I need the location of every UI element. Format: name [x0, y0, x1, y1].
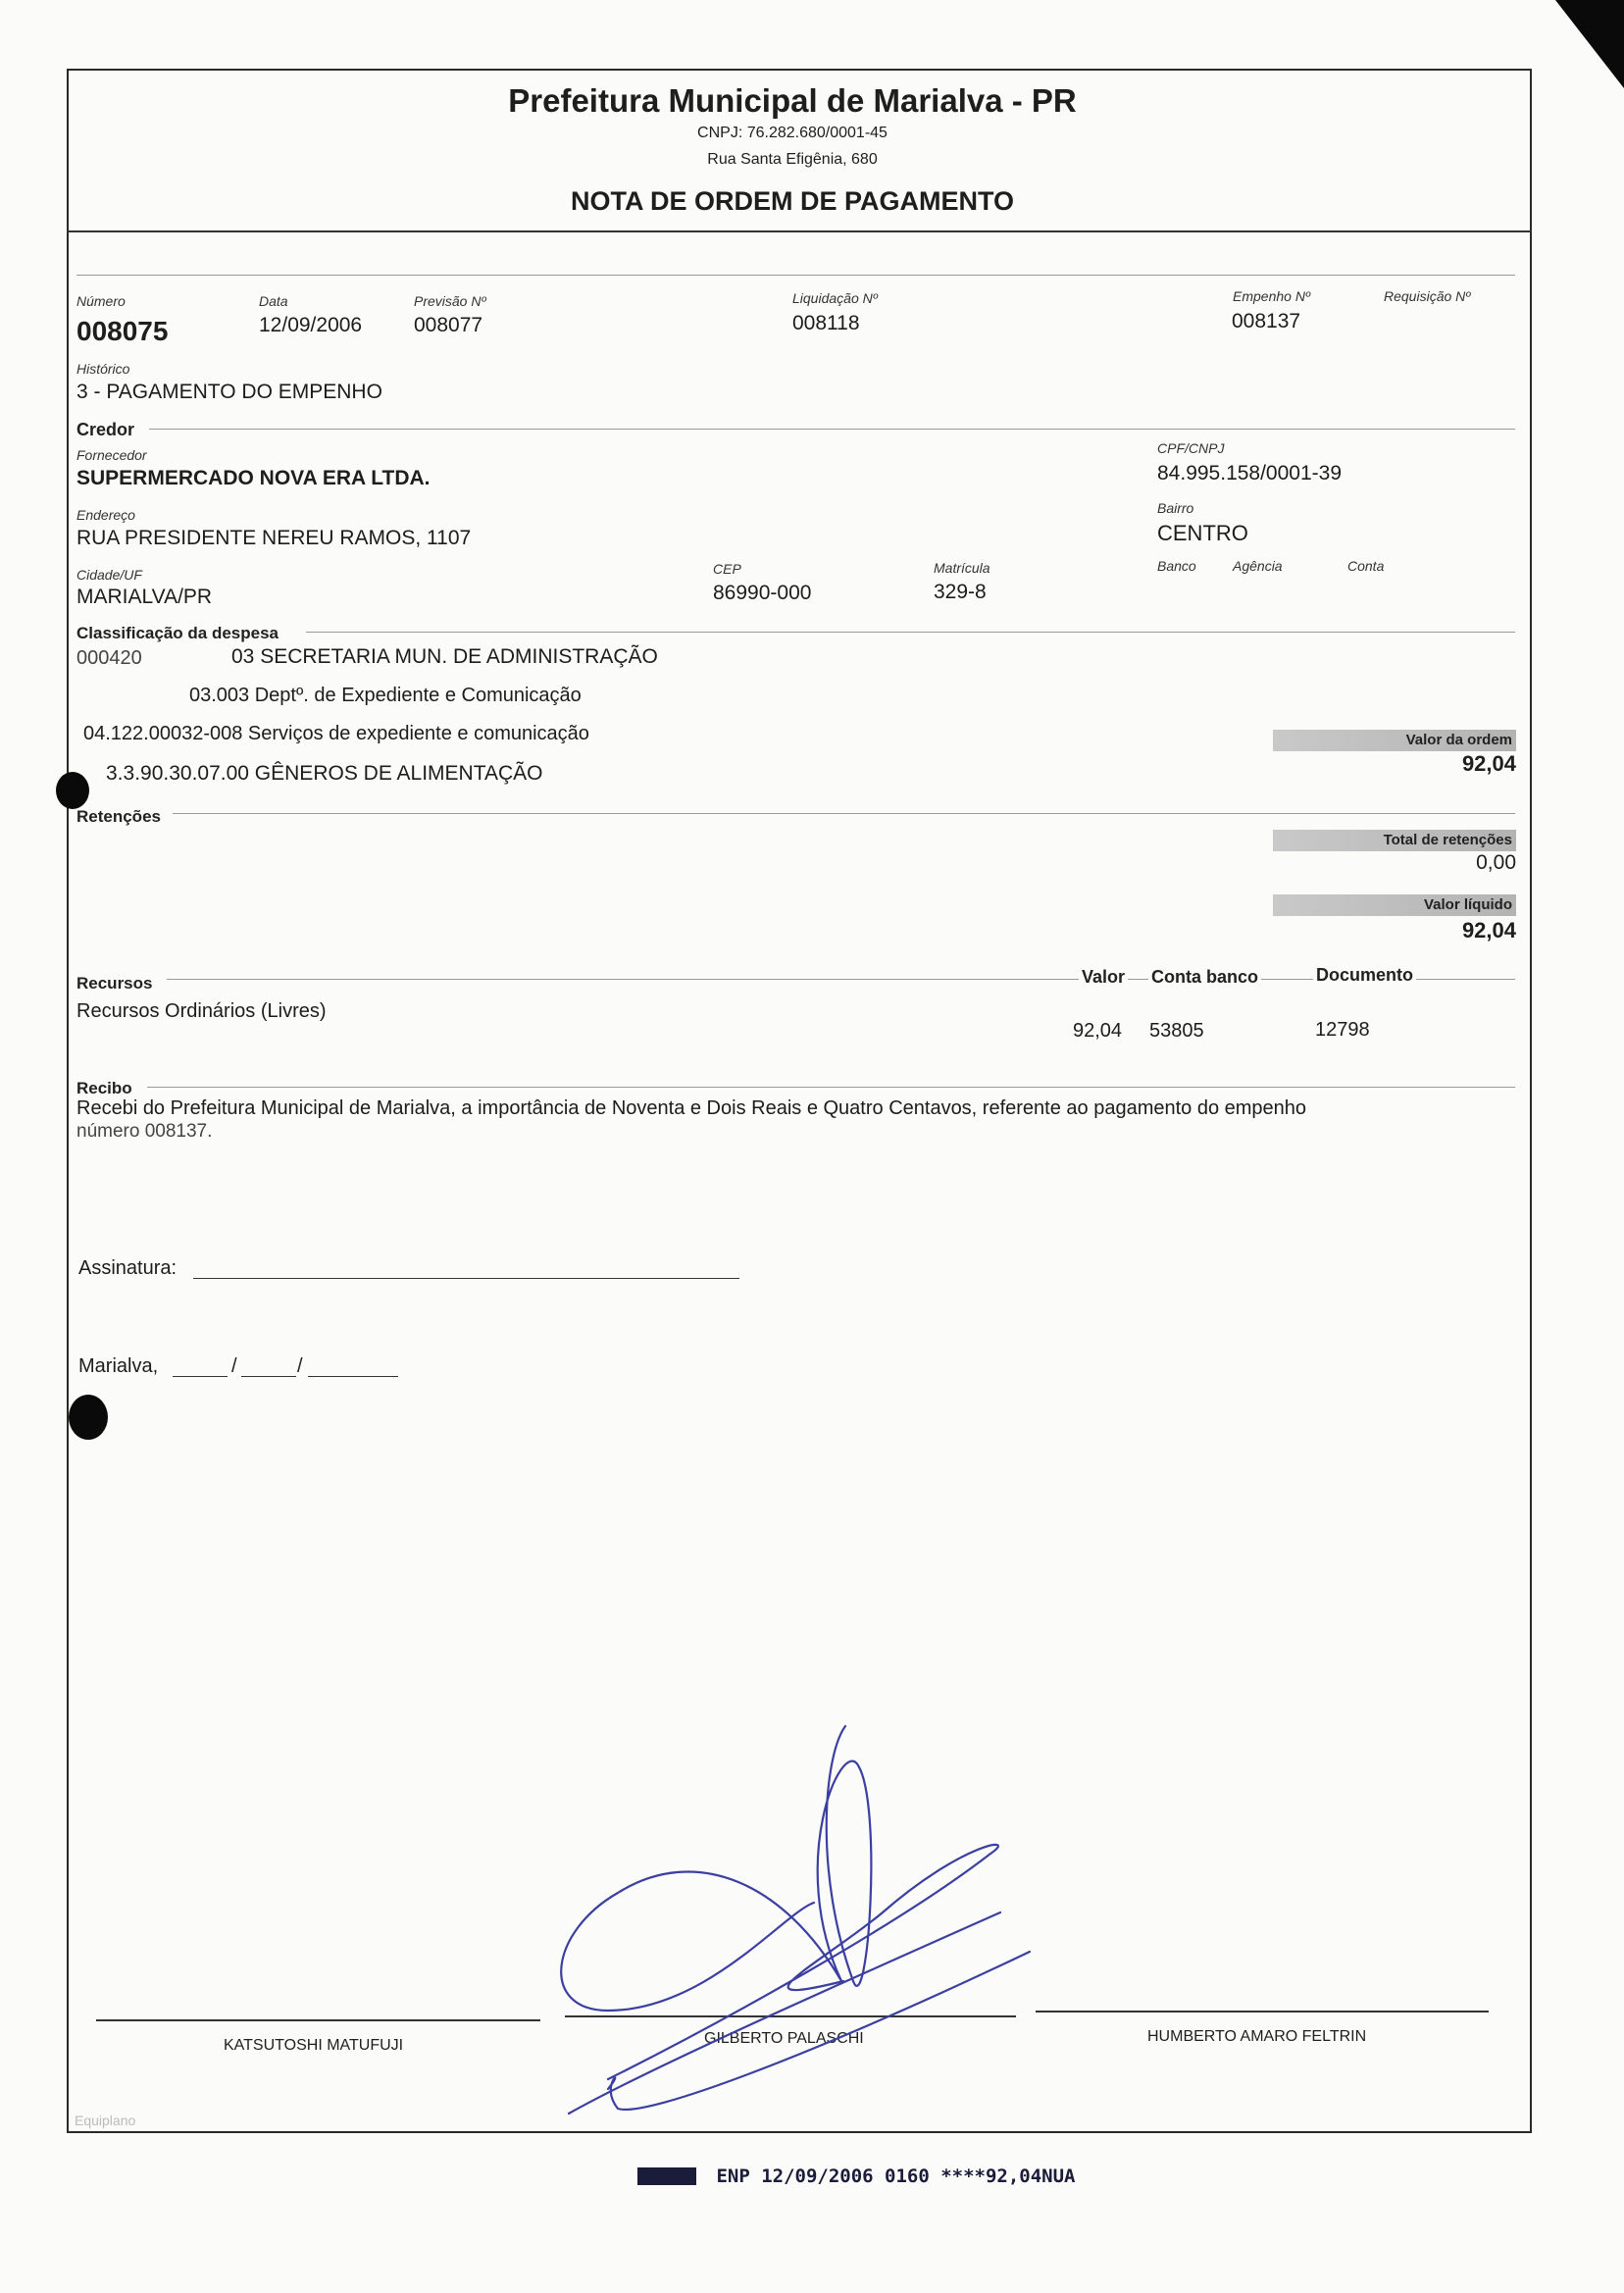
requisicao-label: Requisição Nº: [1384, 288, 1471, 304]
banco-label: Banco: [1157, 558, 1196, 574]
recibo-rule: [147, 1087, 1515, 1088]
numero-label: Número: [76, 293, 126, 309]
retencoes-section-title: Retenções: [76, 807, 161, 826]
software-brand: Equiplano: [75, 2113, 136, 2128]
valor-liquido-value: 92,04: [1461, 918, 1516, 943]
classificacao-line3: 04.122.00032-008 Serviços de expediente e comunicação: [83, 723, 589, 744]
total-retencoes-label: Total de retenções: [1383, 832, 1512, 848]
fornecedor-label: Fornecedor: [76, 447, 147, 463]
liquidacao-value: 008118: [792, 312, 860, 334]
ids-top-rule: [76, 275, 1515, 276]
conta-label: Conta: [1347, 558, 1385, 574]
classificacao-line2: 03.003 Deptº. de Expediente e Comunicação: [189, 685, 582, 706]
recursos-documento-label: Documento: [1313, 965, 1416, 986]
classificacao-rule: [306, 632, 1515, 633]
agencia-label: Agência: [1233, 558, 1283, 574]
signature-line-3: [1036, 2011, 1489, 2013]
cpf-value: 84.995.158/0001-39: [1157, 462, 1343, 484]
date-month-line: [241, 1376, 296, 1377]
cep-value: 86990-000: [713, 582, 812, 604]
total-retencoes-value: 0,00: [1476, 851, 1516, 874]
recursos-section-title: Recursos: [76, 974, 153, 993]
total-retencoes-bar: [1273, 830, 1516, 851]
recursos-conta-banco-label: Conta banco: [1148, 967, 1261, 988]
bank-stamp-text: ENP 12/09/2006 0160 ****92,04NUA: [716, 2166, 1076, 2187]
classificacao-code: 000420: [76, 647, 142, 669]
header-divider: [67, 230, 1532, 232]
recursos-valor-label: Valor: [1079, 967, 1128, 988]
document-title: NOTA DE ORDEM DE PAGAMENTO: [570, 186, 1014, 216]
retencoes-rule: [173, 813, 1515, 814]
recibo-text-line2: número 008137.: [76, 1121, 213, 1142]
bank-stamp-icon: [637, 2167, 696, 2185]
recibo-text-line1: Recebi do Prefeitura Municipal de Marialva, a importância de Noventa e Dois Reais e Quatro Centavos, referente ao pagamento do empenho: [76, 1097, 1307, 1119]
credor-section-title: Credor: [76, 420, 135, 439]
endereco-value: RUA PRESIDENTE NEREU RAMOS, 1107: [76, 527, 472, 549]
fornecedor-value: SUPERMERCADO NOVA ERA LTDA.: [76, 467, 431, 489]
cidade-label: Cidade/UF: [76, 567, 142, 583]
classificacao-line4: 3.3.90.30.07.00 GÊNEROS DE ALIMENTAÇÃO: [106, 762, 543, 785]
bank-stamp: [637, 2166, 1076, 2191]
scan-corner-shadow: [1516, 0, 1624, 88]
liquidacao-label: Liquidação Nº: [792, 290, 878, 306]
assinatura-label: Assinatura:: [78, 1257, 178, 1279]
cpf-label: CPF/CNPJ: [1157, 440, 1225, 456]
historico-label: Histórico: [76, 361, 130, 377]
date-separator-2: /: [297, 1355, 303, 1377]
punch-hole-1: [56, 772, 89, 809]
punch-hole-2: [69, 1395, 108, 1440]
handwritten-signature: [530, 1697, 1049, 2128]
cep-label: CEP: [713, 561, 741, 577]
signatory-1: KATSUTOSHI MATUFUJI: [224, 2037, 404, 2054]
recursos-valor: 92,04: [1073, 1020, 1123, 1042]
date-separator-1: /: [231, 1355, 237, 1377]
bairro-label: Bairro: [1157, 500, 1194, 516]
signatory-2: GILBERTO PALASCHI: [704, 2030, 864, 2047]
date-place-label: Marialva,: [78, 1355, 159, 1377]
recibo-section-title: Recibo: [76, 1079, 132, 1097]
endereco-label: Endereço: [76, 507, 135, 523]
previsao-label: Previsão Nº: [414, 293, 486, 309]
data-label: Data: [259, 293, 288, 309]
assinatura-line: [193, 1278, 739, 1279]
date-day-line: [173, 1376, 228, 1377]
recursos-conta-banco: 53805: [1149, 1020, 1204, 1042]
signature-line-1: [96, 2019, 540, 2021]
date-year-line: [308, 1376, 398, 1377]
cidade-value: MARIALVA/PR: [76, 586, 213, 608]
historico-value: 3 - PAGAMENTO DO EMPENHO: [76, 381, 382, 403]
previsao-value: 008077: [414, 314, 483, 336]
recursos-documento: 12798: [1315, 1019, 1370, 1041]
valor-ordem-value: 92,04: [1461, 751, 1516, 776]
page-title: Prefeitura Municipal de Marialva - PR: [508, 82, 1077, 119]
empenho-value: 008137: [1232, 310, 1301, 332]
bairro-value: CENTRO: [1157, 521, 1248, 545]
valor-ordem-bar: [1273, 730, 1516, 751]
recursos-descricao: Recursos Ordinários (Livres): [76, 1000, 327, 1022]
header-cnpj: CNPJ: 76.282.680/0001-45: [697, 125, 888, 141]
classificacao-line1: 03 SECRETARIA MUN. DE ADMINISTRAÇÃO: [231, 645, 658, 668]
valor-liquido-bar: [1273, 894, 1516, 916]
credor-rule: [149, 429, 1515, 430]
classificacao-section-title: Classificação da despesa: [76, 624, 279, 642]
valor-liquido-label: Valor líquido: [1423, 896, 1512, 913]
header-address: Rua Santa Efigênia, 680: [707, 151, 878, 168]
empenho-label: Empenho Nº: [1233, 288, 1311, 304]
signatory-3: HUMBERTO AMARO FELTRIN: [1147, 2028, 1367, 2045]
matricula-label: Matrícula: [934, 560, 990, 576]
valor-ordem-label: Valor da ordem: [1405, 732, 1512, 748]
matricula-value: 329-8: [934, 581, 987, 603]
data-value: 12/09/2006: [259, 314, 363, 336]
numero-value: 008075: [76, 316, 169, 346]
